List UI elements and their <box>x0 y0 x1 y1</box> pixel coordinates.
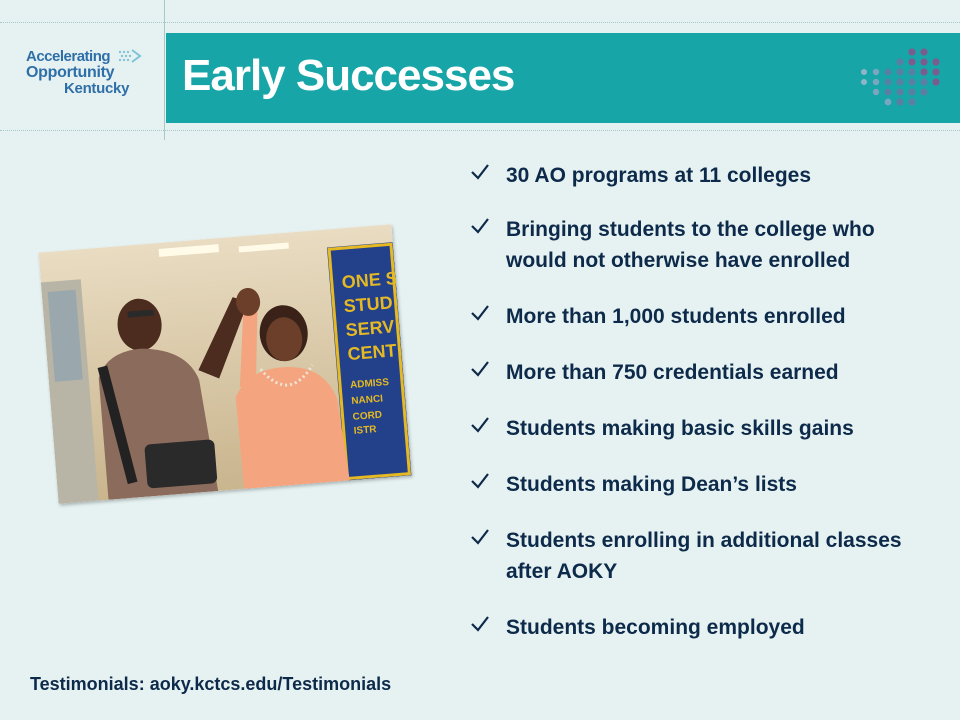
list-item <box>470 525 940 587</box>
sign-text-4: CENT <box>346 340 398 365</box>
sign-text-3: SERV <box>344 316 396 341</box>
guide-line-top <box>0 22 960 23</box>
list-item <box>470 612 940 643</box>
checkmark-icon <box>470 472 490 490</box>
slide-title: Early Successes <box>182 51 515 100</box>
sign-text-7: CORD <box>352 409 383 423</box>
guide-line-bottom <box>0 130 960 131</box>
sign-text-8: ISTR <box>353 424 377 437</box>
checkmark-icon <box>470 528 490 546</box>
guide-line-vertical <box>164 0 165 140</box>
bullet-text: More than 750 credentials earned <box>506 361 839 384</box>
logo-arrows-icon <box>118 48 142 64</box>
bullet-text: Bringing students to the college who would not otherwise have enrolled <box>506 218 875 272</box>
aoky-logo <box>20 44 160 110</box>
list-item <box>470 301 940 332</box>
list-item <box>470 413 940 444</box>
sign-text-5: ADMISS <box>349 376 390 392</box>
testimonials-footer: Testimonials: aoky.kctcs.edu/Testimonials <box>30 674 392 694</box>
title-bar <box>166 33 960 123</box>
logo-line-2: Opportunity <box>26 64 115 81</box>
list-item <box>470 214 940 276</box>
photo-image <box>38 224 411 504</box>
logo-line-3: Kentucky <box>64 80 130 97</box>
bullet-text: Students making basic skills gains <box>506 417 854 440</box>
photo-high-five <box>38 224 411 504</box>
logo-line-1: Accelerating <box>26 48 111 65</box>
checkmark-icon <box>470 304 490 322</box>
checkmark-icon <box>470 360 490 378</box>
checkmark-icon <box>470 217 490 235</box>
bullet-list <box>470 160 940 643</box>
checkmark-icon <box>470 615 490 633</box>
checkmark-icon <box>470 416 490 434</box>
sign-text-2: STUD <box>342 292 394 317</box>
sign-text-1: ONE S <box>341 267 399 293</box>
bullet-text: Students becoming employed <box>506 616 805 639</box>
bullet-text: 30 AO programs at 11 colleges <box>506 164 812 187</box>
list-item <box>470 160 940 191</box>
bullet-text: Students making Dean’s lists <box>506 473 797 496</box>
checkmark-icon <box>470 163 490 181</box>
list-item <box>470 357 940 388</box>
bullet-text: More than 1,000 students enrolled <box>506 305 846 328</box>
dot-pattern-icon <box>850 46 950 110</box>
bullet-text: Students enrolling in additional classes after AOKY <box>506 529 902 583</box>
sign-text-6: NANCI <box>350 393 384 407</box>
list-item <box>470 469 940 500</box>
